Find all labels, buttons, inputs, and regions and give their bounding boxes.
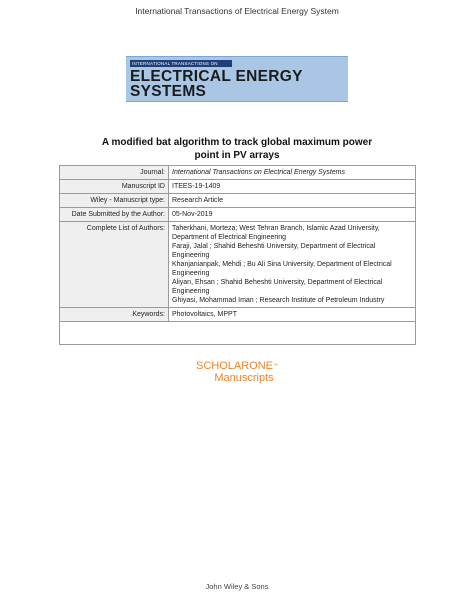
paper-title [60, 136, 414, 162]
keywords-label: Keywords: [60, 308, 169, 322]
keywords-value: Photovoltaics, MPPT [169, 308, 416, 322]
manuscript-id-label: Manuscript ID [60, 180, 169, 194]
banner-strip: INTERNATIONAL TRANSACTIONS ON [130, 60, 232, 67]
empty-cell [60, 322, 416, 345]
scholarone-logo [0, 360, 474, 384]
journal-banner-logo [126, 56, 348, 102]
author-line: Engineering [172, 252, 210, 259]
running-header: International Transactions of Electrical Energy System [135, 6, 339, 16]
author-line: Engineering [172, 270, 210, 277]
table-row [60, 222, 416, 308]
table-row-empty [60, 322, 416, 345]
date-submitted-label: Date Submitted by the Author: [60, 208, 169, 222]
author-line: Department of Electrical Engineering [172, 234, 287, 241]
manuscript-type-value: Research Article [169, 194, 416, 208]
logo-main-text: SCHOLARONE [195, 360, 274, 372]
logo-trademark: ™ [273, 363, 279, 369]
author-line: Engineering [172, 288, 210, 295]
table-row [60, 166, 416, 180]
author-line: Taherkhani, Morteza; West Tehran Branch, Islamic Azad University, [172, 225, 380, 232]
authors-value [169, 222, 416, 308]
logo-sub-text: Manuscripts [214, 372, 274, 384]
table-row [60, 194, 416, 208]
banner-title-line2: SYSTEMS [130, 83, 207, 100]
manuscript-id-value: ITEES-19-1409 [169, 180, 416, 194]
publisher-footer: John Wiley & Sons [205, 582, 269, 591]
paper-title-line2: point in PV arrays [194, 150, 280, 161]
banner-title-line1: ELECTRICAL ENERGY [130, 68, 303, 85]
table-row [60, 180, 416, 194]
paper-title-line1: A modified bat algorithm to track global maximum power [101, 137, 373, 148]
manuscript-type-label: Wiley - Manuscript type: [60, 194, 169, 208]
author-line: Khanjanianpak, Mehdi ; Bu Ali Sina University, Department of Electrical [172, 261, 392, 268]
author-line: Ghiyasi, Mohammad Iman ; Research Institute of Petroleum Industry [172, 297, 385, 304]
authors-label: Complete List of Authors: [60, 222, 169, 308]
author-line: Faraji, Jalal ; Shahid Beheshti University, Department of Electrical [172, 243, 376, 250]
date-submitted-value: 05-Nov-2019 [169, 208, 416, 222]
table-row [60, 308, 416, 322]
author-line: Aliyan, Ehsan ; Shahid Beheshti University, Department of Electrical [172, 279, 383, 286]
table-row [60, 208, 416, 222]
manuscript-info-table [59, 165, 416, 345]
journal-label: Journal: [60, 166, 169, 180]
journal-value: International Transactions on Electrical Energy Systems [169, 166, 416, 180]
